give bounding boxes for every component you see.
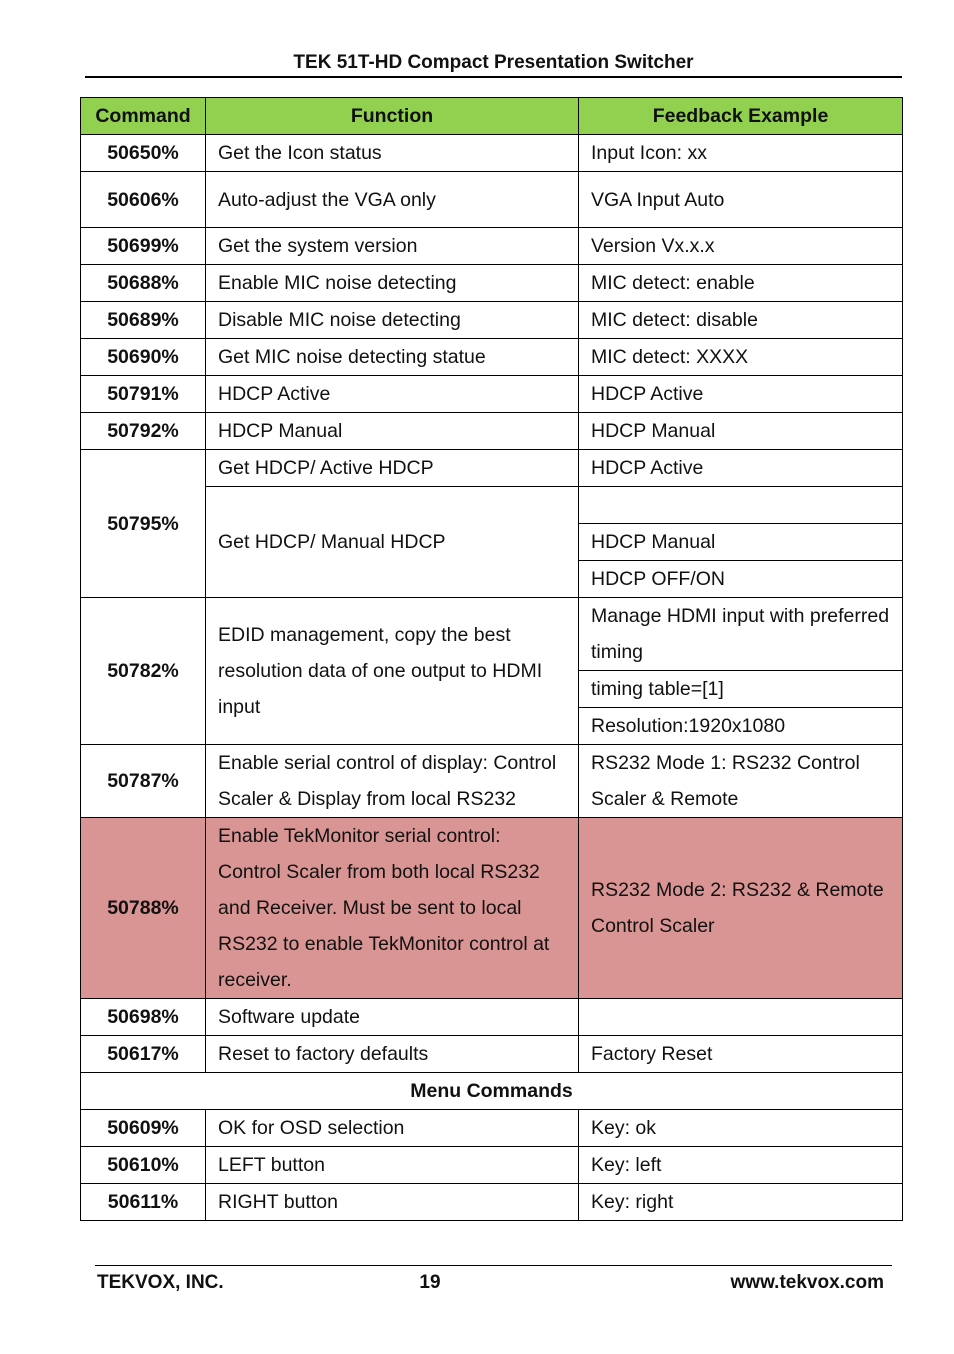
command-code: 50606% [81,172,206,228]
command-function: Enable serial control of display: Control Scaler & Display from local RS232 [206,745,579,818]
command-function: Get the Icon status [206,135,579,172]
command-function: RIGHT button [206,1184,579,1221]
command-feedback: Key: right [579,1184,903,1221]
column-header-function: Function [206,98,579,135]
command-function: OK for OSD selection [206,1110,579,1147]
column-header-feedback: Feedback Example [579,98,903,135]
command-feedback: timing table=[1] [579,671,903,708]
command-function: HDCP Manual [206,413,579,450]
command-feedback: MIC detect: disable [579,302,903,339]
command-table [80,97,903,1221]
command-feedback [579,999,903,1036]
section-title: Menu Commands [81,1073,903,1110]
table-row [81,228,903,265]
command-feedback: HDCP Active [579,450,903,487]
command-code: 50795% [81,450,206,598]
command-feedback: RS232 Mode 2: RS232 & Remote Control Scaler [579,818,903,999]
section-row [81,1073,903,1110]
command-code: 50610% [81,1147,206,1184]
command-code: 50611% [81,1184,206,1221]
header-rule [85,76,902,78]
command-code: 50792% [81,413,206,450]
command-function: Get HDCP/ Manual HDCP [206,487,579,598]
command-code: 50617% [81,1036,206,1073]
command-code: 50650% [81,135,206,172]
command-code: 50699% [81,228,206,265]
table-row [81,172,903,228]
command-function: Get HDCP/ Active HDCP [206,450,579,487]
command-feedback: HDCP Manual [579,413,903,450]
table-row [81,999,903,1036]
footer-company: TEKVOX, INC. [97,1272,224,1293]
command-code: 50689% [81,302,206,339]
command-feedback: HDCP Manual [579,524,903,561]
command-feedback: Factory Reset [579,1036,903,1073]
command-function: Get the system version [206,228,579,265]
command-function: EDID management, copy the best resolution data of one output to HDMI input [206,598,579,745]
command-code: 50688% [81,265,206,302]
command-function: Enable MIC noise detecting [206,265,579,302]
table-row [81,1184,903,1221]
command-code: 50791% [81,376,206,413]
command-function: Reset to factory defaults [206,1036,579,1073]
table-row [81,413,903,450]
document-title: TEK 51T-HD Compact Presentation Switcher [293,52,694,73]
command-function: Enable TekMonitor serial control: Control Scaler from both local RS232 and Receiver. Must be sent to local RS232 to enable TekMonitor control at receiver. [206,818,579,999]
command-code: 50698% [81,999,206,1036]
table-row [81,302,903,339]
command-function: HDCP Active [206,376,579,413]
command-code: 50782% [81,598,206,745]
command-feedback: HDCP OFF/ON [579,561,903,598]
column-header-command: Command [81,98,206,135]
command-feedback: Key: ok [579,1110,903,1147]
command-function: LEFT button [206,1147,579,1184]
table-row [81,265,903,302]
table-row-highlighted [81,818,903,999]
command-feedback: Resolution:1920x1080 [579,708,903,745]
command-feedback: Input Icon: xx [579,135,903,172]
table-row [81,598,903,671]
command-feedback: Manage HDMI input with preferred timing [579,598,903,671]
command-code: 50787% [81,745,206,818]
command-feedback: RS232 Mode 1: RS232 Control Scaler & Remote [579,745,903,818]
table-header-row [81,98,903,135]
command-function: Auto-adjust the VGA only [206,172,579,228]
command-feedback: Key: left [579,1147,903,1184]
command-function: Software update [206,999,579,1036]
table-row [81,1147,903,1184]
footer-website: www.tekvox.com [730,1272,884,1293]
footer-rule [95,1265,892,1266]
command-function: Get MIC noise detecting statue [206,339,579,376]
command-code: 50609% [81,1110,206,1147]
table-row [81,135,903,172]
table-row [81,1036,903,1073]
table-row [81,1110,903,1147]
command-feedback: Version Vx.x.x [579,228,903,265]
table-row [81,376,903,413]
command-function: Disable MIC noise detecting [206,302,579,339]
command-code: 50788% [81,818,206,999]
command-feedback: MIC detect: XXXX [579,339,903,376]
page-number: 19 [419,1272,441,1293]
table-row [81,450,903,487]
command-code: 50690% [81,339,206,376]
table-row [81,745,903,818]
command-feedback [579,487,903,524]
table-row [81,339,903,376]
command-feedback: MIC detect: enable [579,265,903,302]
command-feedback: HDCP Active [579,376,903,413]
command-feedback: VGA Input Auto [579,172,903,228]
